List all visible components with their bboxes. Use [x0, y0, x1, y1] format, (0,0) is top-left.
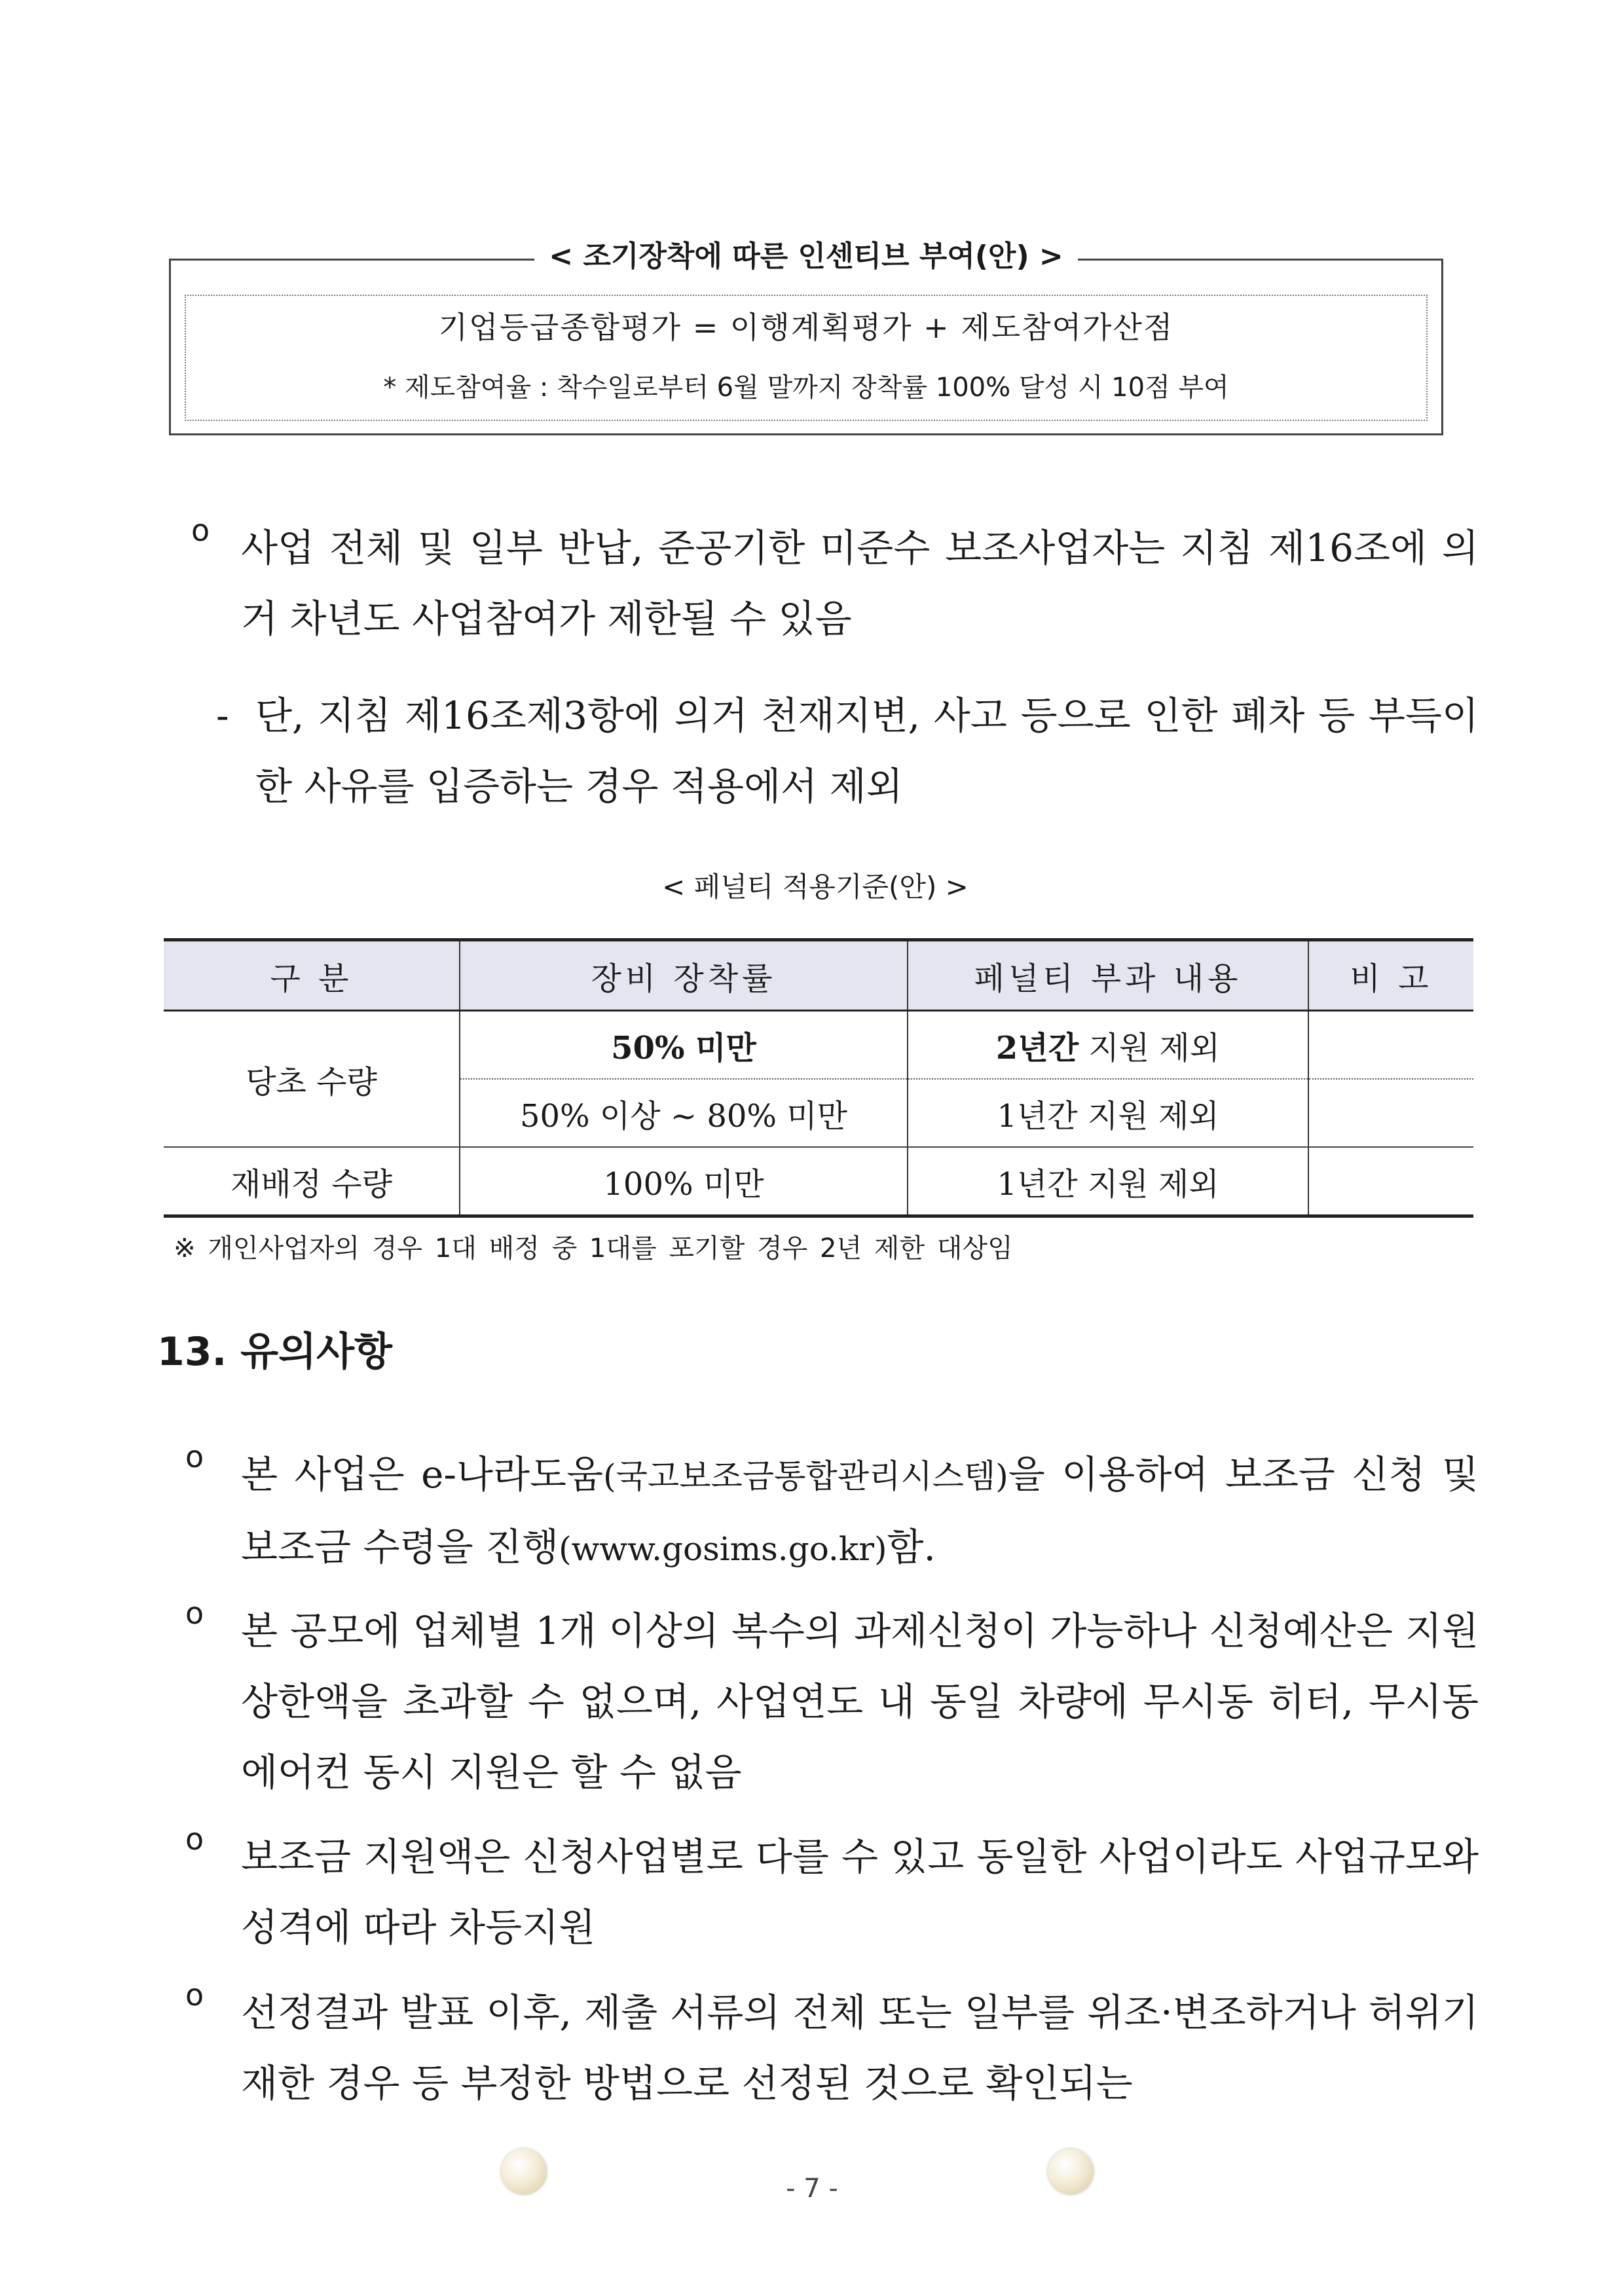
cell-rate: 50% 미만: [460, 1011, 908, 1080]
section-heading: 13. 유의사항: [157, 1329, 393, 1375]
cell-penalty: 1년간 지원 제외: [908, 1147, 1308, 1216]
para1-bullet: o: [191, 513, 210, 548]
cell-remarks: [1308, 1079, 1473, 1147]
cell-remarks: [1308, 1147, 1473, 1216]
note2-text: 본 공모에 업체별 1개 이상의 복수의 과제신청이 가능하나 신청예산은 지원상한액을 초과할 수 없으며, 사업연도 내 동일 차량에 무시동 히터, 무시동 에어컨 동시 지원은 할 수 없음: [241, 1609, 1479, 1795]
incentive-title-text: < 조기장착에 따른 인센티브 부여(안) >: [534, 240, 1078, 273]
cell-category: 재배정 수량: [164, 1147, 460, 1216]
note2-bullet: o: [185, 1595, 204, 1631]
para2-bullet: -: [216, 693, 229, 738]
cell-rate: 100% 미만: [460, 1147, 908, 1216]
cell-penalty: 1년간 지원 제외: [908, 1079, 1308, 1147]
cell-penalty: 2년간 지원 제외: [908, 1011, 1308, 1080]
header-penalty: 페널티 부과 내용: [908, 940, 1308, 1011]
penalty-table: [164, 938, 1473, 1218]
incentive-title: [169, 237, 1443, 276]
para1-text: 사업 전체 및 일부 반납, 준공기한 미준수 보조사업자는 지침 제16조에 의거 차년도 사업참여가 제한될 수 있음: [241, 526, 1479, 641]
note4-text: 선정결과 발표 이후, 제출 서류의 전체 또는 일부를 위조·변조하거나 허위기재한 경우 등 부정한 방법으로 선정된 것으로 확인되는: [241, 1990, 1479, 2105]
para2-text: 단, 지침 제16조제3항에 의거 천재지변, 사고 등으로 인한 폐차 등 부득이한 사유를 입증하는 경우 적용에서 제외: [255, 693, 1479, 809]
cell-rate: 50% 이상 ~ 80% 미만: [460, 1079, 908, 1147]
binder-hole-right: [1048, 2149, 1094, 2195]
binder-hole-left: [501, 2149, 547, 2195]
table-row: [164, 1011, 1473, 1080]
page-number: - 7 -: [786, 2174, 838, 2204]
cell-category: 당초 수량: [164, 1011, 460, 1148]
note3-text: 보조금 지원액은 신청사업별로 다를 수 있고 동일한 사업이라도 사업규모와 성격에 따라 차등지원: [241, 1834, 1479, 1950]
table-note: ※ 개인사업자의 경우 1대 배정 중 1대를 포기할 경우 2년 제한 대상임: [174, 1233, 1013, 1264]
header-remarks: 비 고: [1308, 940, 1473, 1011]
incentive-note: * 제도참여율 : 착수일로부터 6월 말까지 장착률 100% 달성 시 10점 부여: [383, 373, 1229, 403]
cell-remarks: [1308, 1011, 1473, 1080]
note3-bullet: o: [185, 1821, 204, 1857]
header-rate: 장비 장착률: [460, 940, 908, 1011]
table-row: [164, 1147, 1473, 1216]
note1-bullet: o: [185, 1439, 204, 1474]
table-header-row: [164, 940, 1473, 1011]
incentive-formula: 기업등급종합평가 = 이행계획평가 + 제도참여가산점: [438, 310, 1174, 345]
penalty-table-caption: < 페널티 적용기준(안) >: [662, 871, 969, 903]
note4-bullet: o: [185, 1977, 204, 2013]
header-category: 구 분: [164, 940, 460, 1011]
note1-text: 본 사업은 e-나라도움(국고보조금통합관리시스템)을 이용하여 보조금 신청 및 보조금 수령을 진행(www.gosims.go.kr)함.: [241, 1452, 1479, 1569]
